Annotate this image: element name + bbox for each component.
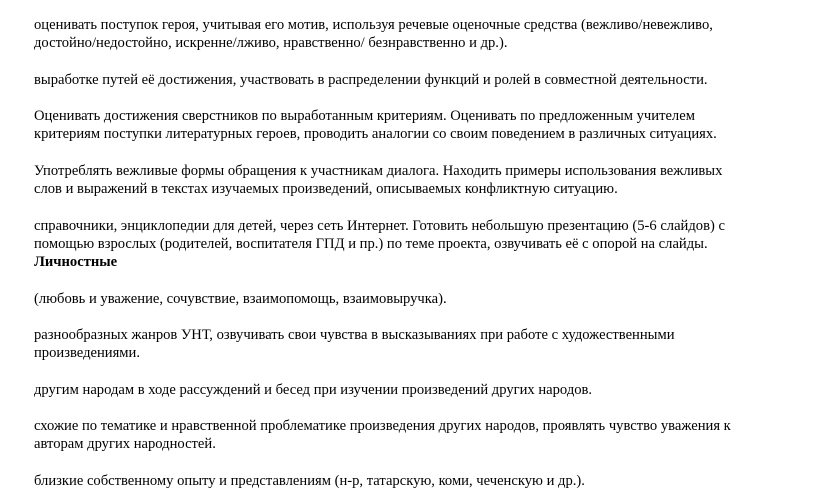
list-item-line: произведениями. [34, 345, 140, 361]
list-item-line: авторам других народностей. [34, 436, 216, 452]
list-item-line: схожие по тематике и нравственной проблематике произведения других народов, проявлять чувство уважения к [34, 418, 731, 434]
list-item-line: критериям поступки литературных героев, проводить аналогии со своим поведением в различных ситуациях. [34, 126, 717, 142]
list-item-line: близкие собственному опыту и представлениям (н-р, татарскую, коми, чеченскую и др.). [34, 473, 585, 489]
list-item-line: выработке путей её достижения, участвовать в распределении функций и ролей в совместной деятельности. [34, 72, 708, 88]
section-heading: Личностные [34, 254, 118, 270]
list-item-line: слов и выражений в текстах изучаемых произведений, описываемых конфликтную ситуацию. [34, 181, 618, 197]
list-item-line: достойно/недостойно, искренне/лживо, нравственно/ безнравственно и др.). [34, 35, 508, 51]
list-item-line: Употреблять вежливые формы обращения к участникам диалога. Находить примеры использования вежливых [34, 163, 723, 179]
list-item-line: справочники, энциклопедии для детей, через сеть Интернет. Готовить небольшую презентацию (5-6 слайдов) с [34, 218, 725, 234]
list-item-line: помощью взрослых (родителей, воспитателя ГПД и пр.) по теме проекта, озвучивать её с опорой на слайды. [34, 236, 708, 252]
list-item-line: разнообразных жанров УНТ, озвучивать свои чувства в высказываниях при работе с художественными [34, 327, 675, 343]
list-item-line: оценивать поступок героя, учитывая его мотив, используя речевые оценочные средства (вежливо/невежливо, [34, 17, 713, 33]
list-item-line: другим народам в ходе рассуждений и бесед при изучении произведений других народов. [34, 382, 593, 398]
list-item-line: Оценивать достижения сверстников по выработанным критериям. Оценивать по предложенным учителем [34, 108, 695, 124]
list-item-line: (любовь и уважение, сочувствие, взаимопомощь, взаимовыручка). [34, 291, 447, 307]
